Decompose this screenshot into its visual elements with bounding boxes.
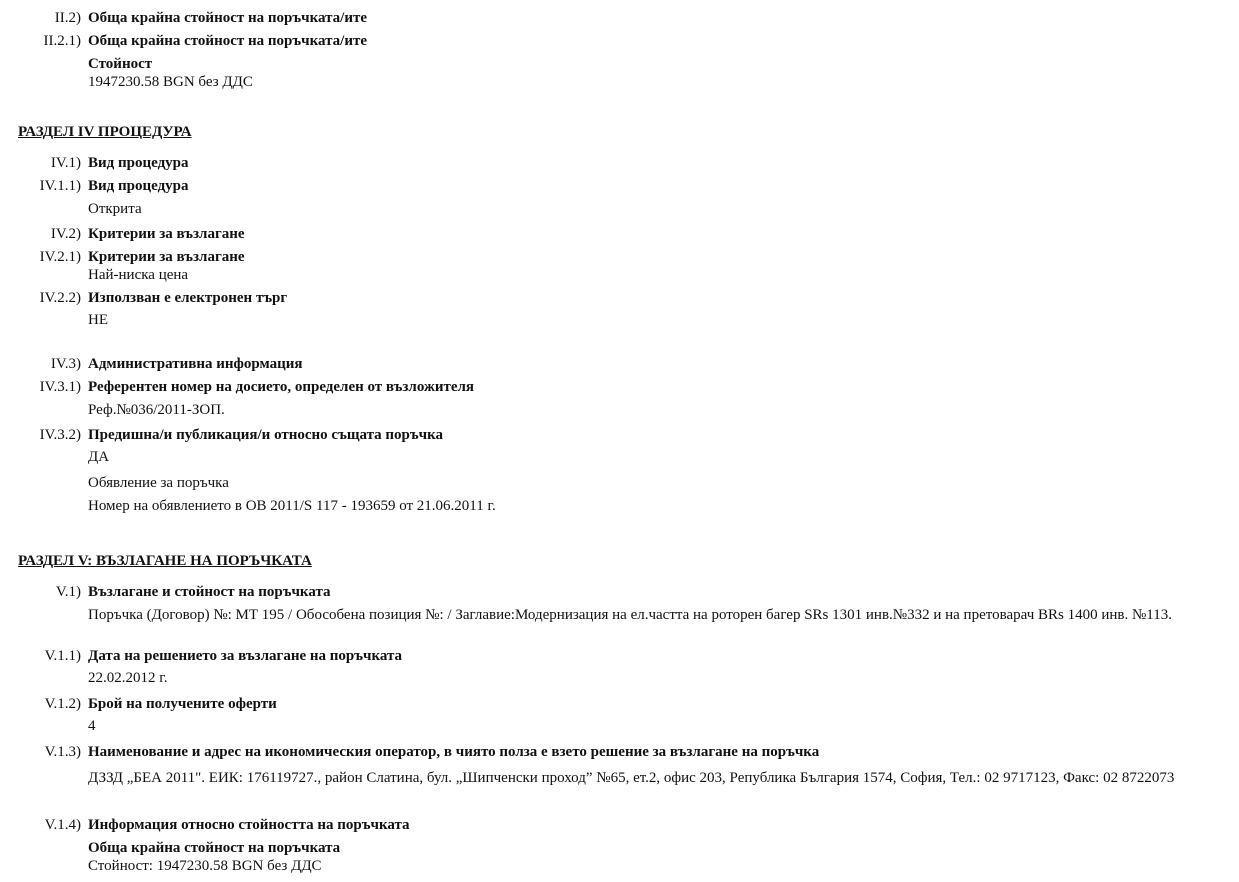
item-heading: Предишна/и публикация/и относно същата поръчка: [88, 427, 444, 443]
item-number: V.1): [55, 584, 81, 600]
section-title-iv: РАЗДЕЛ IV ПРОЦЕДУРА: [18, 124, 192, 140]
item-value: Реф.№036/2011-ЗОП.: [88, 402, 225, 418]
item-number: IV.3.2): [39, 427, 81, 443]
item-number: IV.1.1): [39, 178, 81, 194]
value-subheading: Обща крайна стойност на поръчката: [88, 840, 341, 856]
item-value: Поръчка (Договор) №: МТ 195 / Обособена позиция №: / Заглавие:Модернизация на ел.частта на роторен багер SRs 1301 инв.№332 и на претоварач BRs 1400 инв. №113.: [88, 607, 1172, 623]
item-heading: Административна информация: [88, 356, 303, 372]
item-number: V.1.3): [44, 744, 81, 760]
item-value: Стойност: 1947230.58 BGN без ДДС: [88, 858, 322, 874]
item-value: 4: [88, 718, 96, 734]
item-heading: Вид процедура: [88, 155, 189, 171]
item-heading: Критерии за възлагане: [88, 226, 245, 242]
item-number: IV.3.1): [39, 379, 81, 395]
item-heading: Наименование и адрес на икономическия оператор, в чиято полза е взето решение за възлагане на поръчка: [88, 744, 820, 760]
section-title-v: РАЗДЕЛ V: ВЪЗЛАГАНЕ НА ПОРЪЧКАТА: [18, 553, 312, 569]
item-number: IV.1): [50, 155, 81, 171]
item-number: IV.2): [50, 226, 81, 242]
item-heading: Критерии за възлагане: [88, 249, 245, 265]
item-heading: Обща крайна стойност на поръчката/ите: [88, 10, 367, 26]
item-heading: Вид процедура: [88, 178, 189, 194]
value-subheading: Стойност: [88, 56, 153, 72]
item-number: V.1.2): [44, 696, 81, 712]
item-value: НЕ: [88, 312, 108, 328]
value-text: 1947230.58 BGN без ДДС: [88, 74, 253, 90]
item-heading: Информация относно стойността на поръчката: [88, 817, 410, 833]
item-number: II.2): [54, 10, 81, 26]
item-value: 22.02.2012 г.: [88, 670, 168, 686]
item-number: IV.3): [50, 356, 81, 372]
item-heading: Използван е електронен търг: [88, 290, 288, 306]
item-number: IV.2.2): [39, 290, 81, 306]
item-number: V.1.4): [44, 817, 81, 833]
item-heading: Обща крайна стойност на поръчката/ите: [88, 33, 367, 49]
item-heading: Брой на получените оферти: [88, 696, 277, 712]
item-value: Открита: [88, 201, 142, 217]
item-number: V.1.1): [44, 648, 81, 664]
item-value: Най-ниска цена: [88, 267, 189, 283]
item-value: Номер на обявлението в ОВ 2011/S 117 - 193659 от 21.06.2011 г.: [88, 498, 496, 514]
item-heading: Възлагане и стойност на поръчката: [88, 584, 331, 600]
item-heading: Дата на решението за възлагане на поръчката: [88, 648, 403, 664]
item-heading: Референтен номер на досието, определен от възложителя: [88, 379, 475, 395]
item-number: IV.2.1): [39, 249, 81, 265]
item-value: ДЗЗД „БЕА 2011". ЕИК: 176119727., район Слатина, бул. „Шипченски проход” №65, ет.2, офис 203, Република България 1574, София, Тел.: 02 9717123, Факс: 02 8722073: [88, 770, 1175, 786]
item-number: II.2.1): [43, 33, 81, 49]
item-value: ДА: [88, 449, 110, 465]
item-value: Обявление за поръчка: [88, 475, 229, 491]
